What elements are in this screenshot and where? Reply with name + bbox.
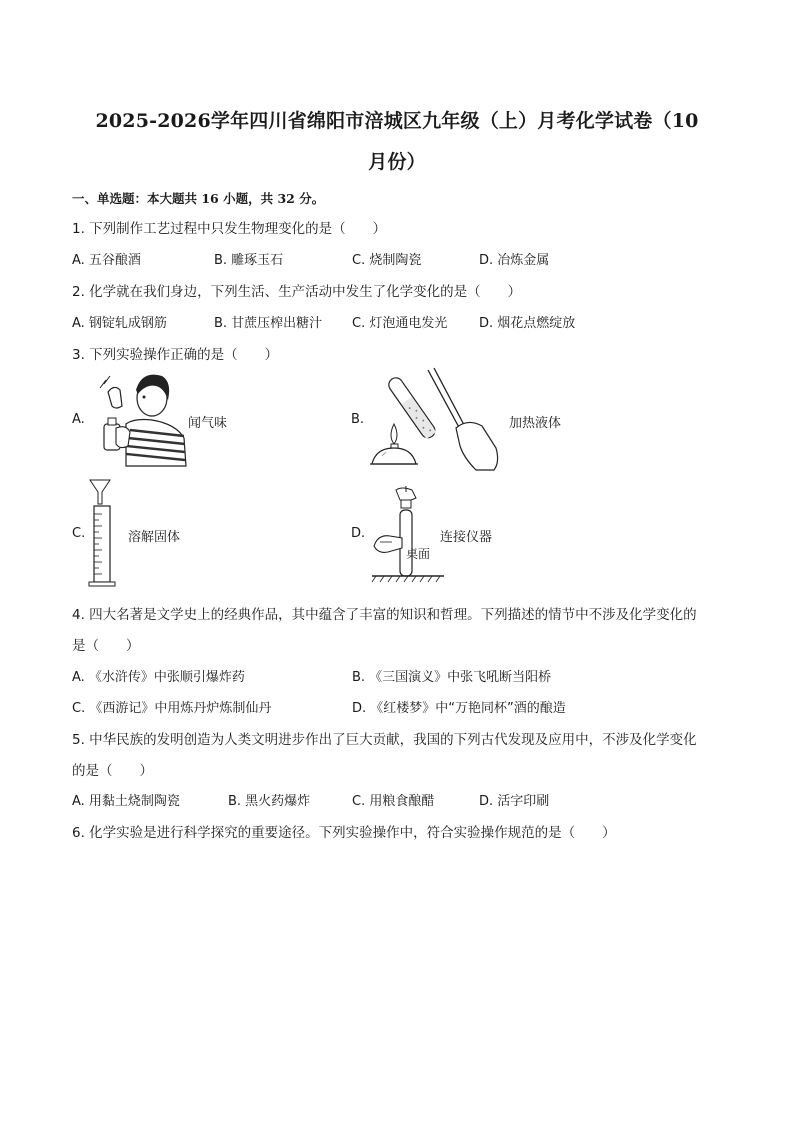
q1-option-d: D. 冶炼金属 <box>479 253 550 268</box>
q3-option-b-caption: 加热液体 <box>509 416 562 431</box>
connecting-apparatus-illustration <box>368 486 448 586</box>
question-4-stem-continued: 是（ ） <box>72 638 140 654</box>
q4-option-a: A. 《水浒传》中张顺引爆炸药 <box>72 670 245 685</box>
q5-option-c: C. 用粮食酿醋 <box>352 794 435 809</box>
q2-option-b: B. 甘蔗压榨出糖汁 <box>214 316 323 331</box>
q3-option-b-letter: B. <box>351 412 365 427</box>
q1-option-b: B. 雕琢玉石 <box>214 253 284 268</box>
question-3-stem: 3. 下列实验操作正确的是（ ） <box>72 347 279 363</box>
section-heading: 一、单选题：本大题共 16 小题，共 32 分。 <box>72 191 325 206</box>
question-5-stem: 5. 中华民族的发明创造为人类文明进步作出了巨大贡献，我国的下列古代发现及应用中，不涉及化学变化 <box>72 732 697 748</box>
q5-option-d: D. 活字印刷 <box>479 794 550 809</box>
question-5-stem-continued: 的是（ ） <box>72 763 153 779</box>
q3-option-c-letter: C. <box>72 526 86 541</box>
question-1-stem: 1. 下列制作工艺过程中只发生物理变化的是（ ） <box>72 221 387 237</box>
question-4-stem: 4. 四大名著是文学史上的经典作品，其中蕴含了丰富的知识和哲理。下列描述的情节中不涉及化学变化的 <box>72 607 697 623</box>
q4-option-b: B. 《三国演义》中张飞吼断当阳桥 <box>352 670 552 685</box>
heating-liquid-illustration <box>364 364 504 472</box>
q2-option-c: C. 灯泡通电发光 <box>352 316 448 331</box>
q1-option-a: A. 五谷酿酒 <box>72 253 141 268</box>
q3-option-a-caption: 闻气味 <box>188 416 228 431</box>
q5-option-b: B. 黑火药爆炸 <box>228 794 311 809</box>
q4-option-c: C. 《西游记》中用炼丹炉炼制仙丹 <box>72 701 272 716</box>
question-6-stem: 6. 化学实验是进行科学探究的重要途径。下列实验操作中，符合实验操作规范的是（ ） <box>72 825 616 841</box>
q3-option-c-caption: 溶解固体 <box>128 530 181 545</box>
exam-title-continued: 月份） <box>368 151 426 173</box>
question-2-stem: 2. 化学就在我们身边，下列生活、生产活动中发生了化学变化的是（ ） <box>72 284 522 300</box>
smelling-gas-illustration <box>86 366 188 468</box>
q5-option-a: A. 用黏土烧制陶瓷 <box>72 794 180 809</box>
q1-option-c: C. 烧制陶瓷 <box>352 253 422 268</box>
q3-option-a-letter: A. <box>72 412 85 427</box>
exam-title: 2025-2026学年四川省绵阳市涪城区九年级（上）月考化学试卷（10 <box>95 110 699 132</box>
q3-option-d-caption: 连接仪器 <box>440 530 493 545</box>
q3-option-d-desk-label: 桌面 <box>406 547 431 561</box>
q3-option-d-letter: D. <box>351 526 366 541</box>
graduated-cylinder-illustration <box>88 478 128 588</box>
q4-option-d: D. 《红楼梦》中“万艳同杯”酒的酿造 <box>352 701 566 716</box>
q2-option-a: A. 钢锭轧成钢筋 <box>72 316 167 331</box>
q2-option-d: D. 烟花点燃绽放 <box>479 316 576 331</box>
